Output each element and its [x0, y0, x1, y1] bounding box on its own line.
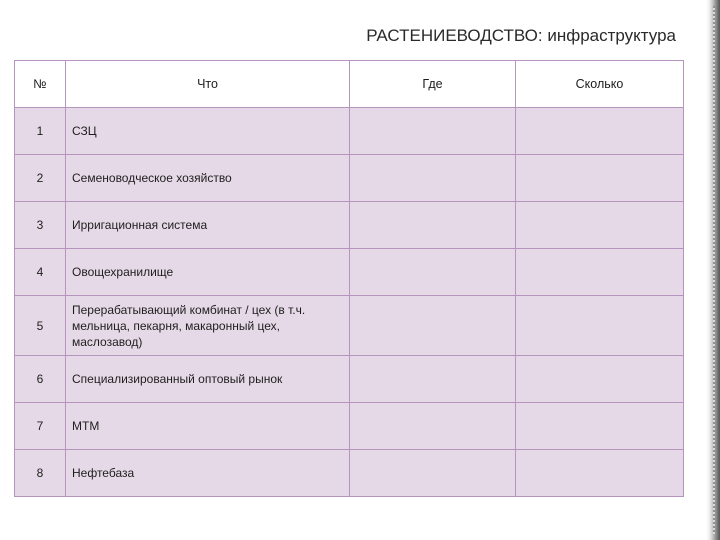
row-where[interactable] — [350, 155, 516, 202]
header-count: Сколько — [516, 61, 684, 108]
row-what: МТМ — [66, 403, 350, 450]
row-where[interactable] — [350, 403, 516, 450]
row-count[interactable] — [516, 403, 684, 450]
header-number: № — [15, 61, 66, 108]
row-number: 2 — [15, 155, 66, 202]
table-row — [15, 155, 684, 202]
row-count[interactable] — [516, 356, 684, 403]
row-count[interactable] — [516, 249, 684, 296]
row-what: Нефтебаза — [66, 450, 350, 497]
row-number: 4 — [15, 249, 66, 296]
row-number: 6 — [15, 356, 66, 403]
row-number: 7 — [15, 403, 66, 450]
infrastructure-table — [14, 60, 684, 497]
header-where: Где — [350, 61, 516, 108]
row-what: Семеноводческое хозяйство — [66, 155, 350, 202]
row-what: Ирригационная система — [66, 202, 350, 249]
table-row — [15, 450, 684, 497]
row-count[interactable] — [516, 155, 684, 202]
row-where[interactable] — [350, 356, 516, 403]
table-row — [15, 249, 684, 296]
row-where[interactable] — [350, 202, 516, 249]
row-count[interactable] — [516, 296, 684, 356]
row-where[interactable] — [350, 108, 516, 155]
row-count[interactable] — [516, 108, 684, 155]
row-what: Перерабатывающий комбинат / цех (в т.ч. мельница, пекарня, макаронный цех, маслозавод) — [66, 296, 350, 356]
row-number: 3 — [15, 202, 66, 249]
row-count[interactable] — [516, 202, 684, 249]
row-what: СЗЦ — [66, 108, 350, 155]
table-row — [15, 108, 684, 155]
row-number: 1 — [15, 108, 66, 155]
row-number: 5 — [15, 296, 66, 356]
table-row — [15, 403, 684, 450]
page-edge-decoration — [706, 0, 720, 540]
header-what: Что — [66, 61, 350, 108]
row-what: Овощехранилище — [66, 249, 350, 296]
row-where[interactable] — [350, 296, 516, 356]
row-number: 8 — [15, 450, 66, 497]
table-row — [15, 296, 684, 356]
page-title: РАСТЕНИЕВОДСТВО: инфраструктура — [366, 26, 676, 45]
row-what: Специализированный оптовый рынок — [66, 356, 350, 403]
table-row — [15, 356, 684, 403]
table-row — [15, 202, 684, 249]
table-header-row — [15, 61, 684, 108]
row-count[interactable] — [516, 450, 684, 497]
row-where[interactable] — [350, 249, 516, 296]
row-where[interactable] — [350, 450, 516, 497]
